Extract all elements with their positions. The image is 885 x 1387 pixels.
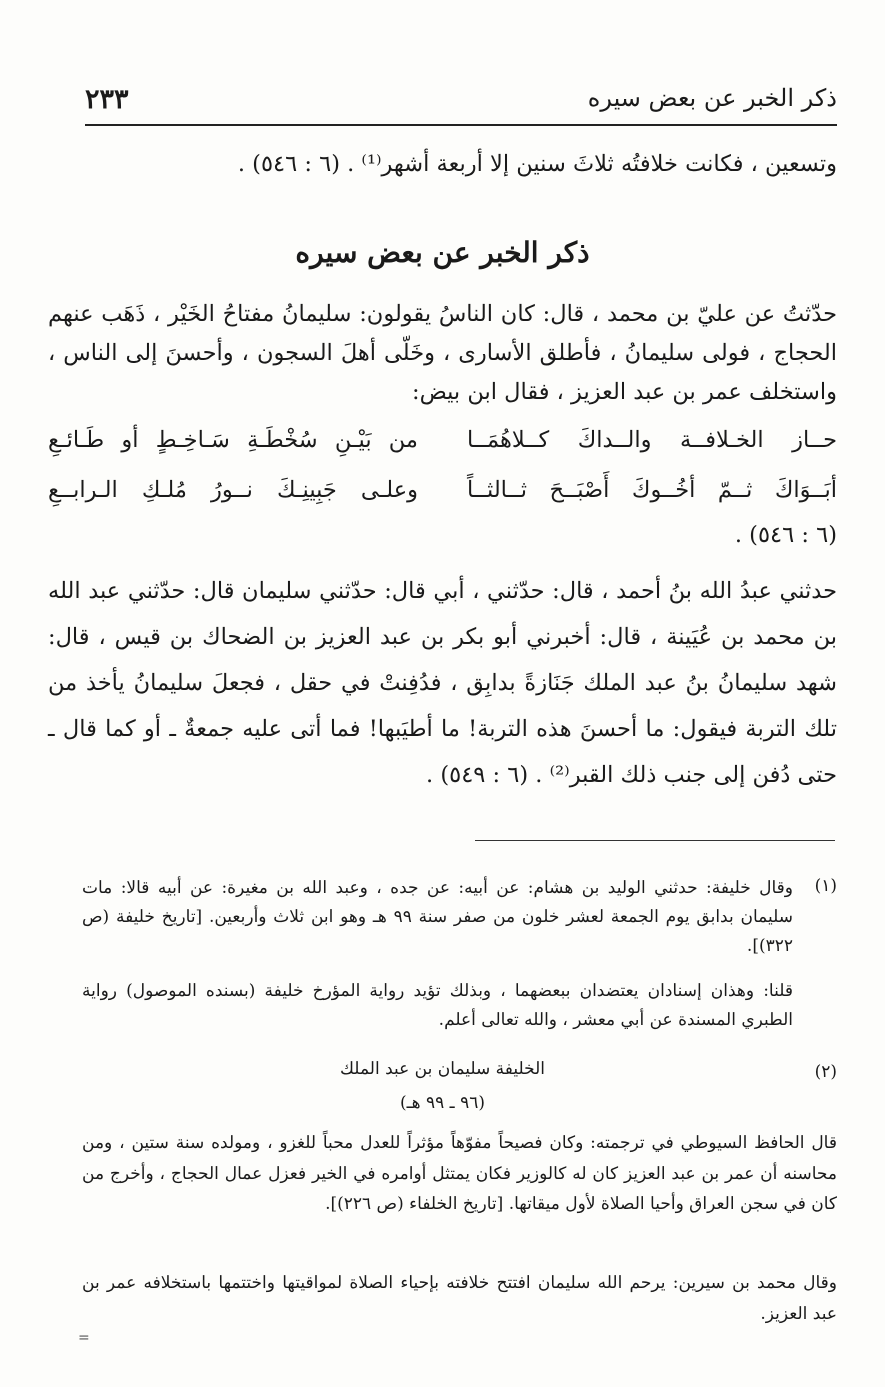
poem-reference: (٦ : ٥٤٦) . <box>734 522 837 548</box>
section-title: ذكر الخبر عن بعض سيره <box>295 236 590 269</box>
footnote-separator <box>475 840 835 841</box>
verse-second-hemistich: من بَيْـنِ سُخْطَـةِ سَـاخِـطٍ أو طَـائـعِ <box>48 427 418 453</box>
footnote-2-years: (٩٦ ـ ٩٩ هـ) <box>400 1093 485 1113</box>
footnote-2-number: (٢) <box>814 1062 837 1082</box>
footnote-1-number: (١) <box>814 876 837 896</box>
verse-second-hemistich: وعلـى جَبِينِـكَ نــورُ مُلـكِ الـرابــعِ <box>48 477 418 503</box>
poem-verse <box>48 427 837 477</box>
footnote-2-text: قال الحافظ السيوطي في ترجمته: وكان فصيحاً مفوّهاً مؤثراً للعدل محباً للغزو ، ومولده سنة ستين ، ومن محاسنه أن عمر بن عبد العزيز كان له كالوزير فكان يمتثل أوامره في الخير فعزل عمال الحجاج ، وأخرج من كان في سجن العراق وأحيا الصلاة لأول ميقاتها. [تاريخ الخلفاء (ص ٢٢٦)]. <box>82 1133 837 1214</box>
paragraph-hadith: حدثني عبدُ الله بنُ أحمد ، قال: حدّثني ، أبي قال: حدّثني سليمان قال: حدّثني عبد الله بن محمد بن عُيَينة ، قال: أخبرني أبو بكر بن عبد العزيز بن الضحاك بن قيس ، قال: شهد سليمانُ بنُ عبد الملك جَنَازةً بدابِق ، فدُفِنتْ في حقل ، فجعلَ سليمانُ يأخذ من تلك التربة فيقول: ما أحسنَ هذه التربة! ما أطيَبها! فما أتى عليه جمعةٌ ـ أو كما قال ـ حتى دُفن إلى جنب ذلك القبر⁽²⁾ . (٦ : ٥٤٩) . <box>48 578 837 788</box>
footnote-1-text: وقال خليفة: حدثني الوليد بن هشام: عن أبيه: عن جده ، وعبد الله بن مغيرة: عن أبيه قالا: مات سليمان بدابق يوم الجمعة لعشر خلون من صفر سنة ٩٩ هـ وهو ابن ثلاث وأربعين. [تاريخ خليفة (ص ٣٢٢)]. <box>82 878 793 956</box>
paragraph-continuation: وتسعين ، فكانت خلافتُه ثلاثَ سنين إلا أربعة أشهر⁽¹⁾ . (٦ : ٥٤٦) . <box>237 151 837 177</box>
header-rule <box>85 124 837 126</box>
paragraph-narration: حدّثتُ عن عليّ بن محمد ، قال: كان الناسُ يقولون: سليمانُ مفتاحُ الخَيْر ، ذَهَب عنهم الحجاج ، فولى سليمانُ ، فأطلق الأسارى ، وخَلّى أهلَ السجون ، وأحسنَ إلى الناس ، واستخلف عمر بن عبد العزيز ، فقال ابن بيض: <box>48 301 837 405</box>
continuation-mark: = <box>78 1330 90 1346</box>
poem-verse <box>48 477 837 527</box>
running-title: ذكر الخبر عن بعض سيره <box>587 84 837 112</box>
running-header <box>85 80 837 124</box>
verse-first-hemistich: حــاز الخـلافــة والــداكَ كــلاهُمَــا <box>467 427 837 453</box>
footnote-1-comment: قلنا: وهذان إسنادان يعتضدان ببعضهما ، وبذلك تؤيد رواية المؤرخ خليفة (بسنده الموصول) رواية الطبري المسندة عن أبي معشر ، والله تعالى أعلم. <box>82 981 793 1030</box>
footnote-2-title: الخليفة سليمان بن عبد الملك <box>339 1059 545 1079</box>
page-number: ٢٣٣ <box>85 84 129 115</box>
poem <box>48 427 837 548</box>
footnote-2-quote: وقال محمد بن سيرين: يرحم الله سليمان افتتح خلافته بإحياء الصلاة لمواقيتها واختتمها باستخلافه عمر بن عبد العزيز. <box>82 1273 837 1324</box>
verse-first-hemistich: أبَــوَاكَ ثــمّ أخُــوكَ أَصْبَــحَ ثــالثــاً <box>467 477 837 503</box>
